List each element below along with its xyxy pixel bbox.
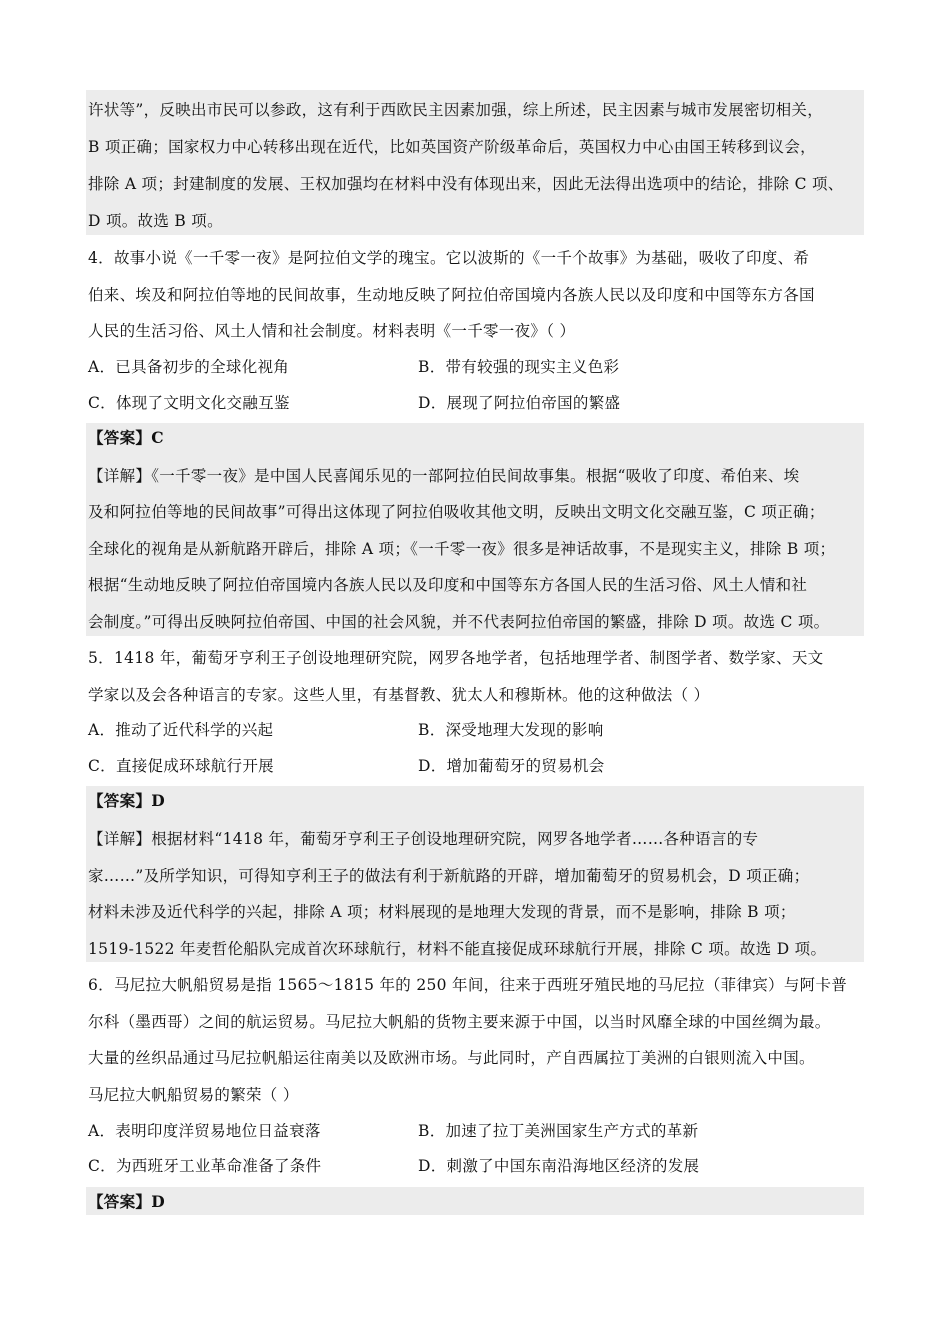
q6-option-a[interactable]: A．表明印度洋贸易地位日益衰落 xyxy=(88,1122,321,1140)
prev-explanation-line: D 项。故选 B 项。 xyxy=(88,212,223,230)
q5-explanation-line: 【详解】根据材料“1418 年，葡萄牙亨利王子创设地理研究院，网罗各地学者……各种语言的专 xyxy=(88,830,759,848)
q4-explanation-line: 全球化的视角是从新航路开辟后，排除 A 项；《一千零一夜》很多是神话故事，不是现实主义，排除 B 项； xyxy=(88,540,836,558)
q5-answer: 【答案】D xyxy=(88,791,165,810)
q6-stem-line: 尔科（墨西哥）之间的航运贸易。马尼拉大帆船的货物主要来源于中国，以当时风靡全球的中国丝绸为最。 xyxy=(88,1013,831,1031)
q6-answer-bg xyxy=(86,1187,864,1215)
q5-explanation-line: 1519-1522 年麦哲伦船队完成首次环球航行，材料不能直接促成环球航行开展，排除 C 项。故选 D 项。 xyxy=(88,940,827,958)
q4-option-c[interactable]: C．体现了文明文化交融互鉴 xyxy=(88,394,290,412)
prev-explanation-line: 许状等”，反映出市民可以参政，这有利于西欧民主因素加强，综上所述，民主因素与城市发展密切相关， xyxy=(88,101,824,119)
q4-option-a[interactable]: A．已具备初步的全球化视角 xyxy=(88,358,290,376)
q4-explanation-line: 会制度。”可得出反映阿拉伯帝国、中国的社会风貌，并不代表阿拉伯帝国的繁盛，排除 D 项。故选 C 项。 xyxy=(88,613,830,631)
prev-explanation-line: 排除 A 项；封建制度的发展、王权加强均在材料中没有体现出来，因此无法得出选项中的结论，排除 C 项、 xyxy=(88,175,844,193)
q5-option-b[interactable]: B．深受地理大发现的影响 xyxy=(418,721,604,739)
q4-answer: 【答案】C xyxy=(88,428,164,447)
q6-stem-line: 马尼拉大帆船贸易的繁荣（ ） xyxy=(88,1086,299,1104)
q5-stem-line: 5．1418 年，葡萄牙亨利王子创设地理研究院，网罗各地学者，包括地理学者、制图学者、数学家、天文 xyxy=(88,649,824,667)
q4-stem-line: 4．故事小说《一千零一夜》是阿拉伯文学的瑰宝。它以波斯的《一千个故事》为基础，吸收了印度、希 xyxy=(88,249,810,267)
q6-stem-line: 大量的丝织品通过马尼拉帆船运往南美以及欧洲市场。与此同时，产自西属拉丁美洲的白银则流入中国。 xyxy=(88,1049,815,1067)
q6-option-c[interactable]: C．为西班牙工业革命准备了条件 xyxy=(88,1157,322,1175)
q6-answer: 【答案】D xyxy=(88,1192,165,1211)
q6-option-b[interactable]: B．加速了拉丁美洲国家生产方式的革新 xyxy=(418,1122,699,1140)
prev-explanation-line: B 项正确；国家权力中心转移出现在近代，比如英国资产阶级革命后，英国权力中心由国王转移到议会， xyxy=(88,138,816,156)
q5-option-d[interactable]: D．增加葡萄牙的贸易机会 xyxy=(418,757,605,775)
q4-explanation-line: 及和阿拉伯等地的民间故事”可得出这体现了阿拉伯吸收其他文明，反映出文明文化交融互鉴，C 项正确； xyxy=(88,503,825,521)
q5-explanation-line: 材料未涉及近代科学的兴起，排除 A 项；材料展现的是地理大发现的背景，而不是影响，排除 B 项； xyxy=(88,903,796,921)
q4-stem-line: 伯来、埃及和阿拉伯等地的民间故事，生动地反映了阿拉伯帝国境内各族人民以及印度和中国等东方各国 xyxy=(88,286,815,304)
q4-option-d[interactable]: D．展现了阿拉伯帝国的繁盛 xyxy=(418,394,621,412)
q5-option-a[interactable]: A．推动了近代科学的兴起 xyxy=(88,721,274,739)
q4-explanation-line: 根据“生动地反映了阿拉伯帝国境内各族人民以及印度和中国等东方各国人民的生活习俗、风土人情和社 xyxy=(88,576,808,594)
q5-explanation-line: 家……”及所学知识，可得知亨利王子的做法有利于新航路的开辟，增加葡萄牙的贸易机会，D 项正确； xyxy=(88,867,810,885)
q4-stem-line: 人民的生活习俗、风土人情和社会制度。材料表明《一千零一夜》（ ） xyxy=(88,322,576,340)
q4-answer-bg xyxy=(86,423,864,636)
q6-stem-line: 6．马尼拉大帆船贸易是指 1565～1815 年的 250 年间，往来于西班牙殖民地的马尼拉（菲律宾）与阿卡普 xyxy=(88,976,848,994)
q6-option-d[interactable]: D．刺激了中国东南沿海地区经济的发展 xyxy=(418,1157,700,1175)
q4-explanation-line: 【详解】《一千零一夜》是中国人民喜闻乐见的一部阿拉伯民间故事集。根据“吸收了印度、希伯来、埃 xyxy=(88,467,800,485)
q5-stem-line: 学家以及会各种语言的专家。这些人里，有基督教、犹太人和穆斯林。他的这种做法（ ） xyxy=(88,686,710,704)
q5-option-c[interactable]: C．直接促成环球航行开展 xyxy=(88,757,274,775)
q4-option-b[interactable]: B．带有较强的现实主义色彩 xyxy=(418,358,620,376)
